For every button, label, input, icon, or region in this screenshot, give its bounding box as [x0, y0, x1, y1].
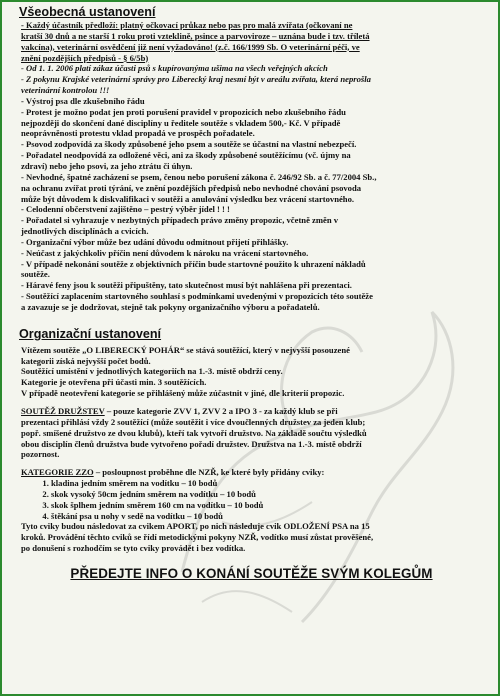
- general-provisions-heading: Všeobecná ustanovení: [19, 5, 156, 19]
- winner-line: Vítězem soutěže „O LIBERECKÝ POHÁR“ se stává soutěžící, který v nejvyšší posouzené: [21, 344, 350, 355]
- rules-block: [21, 96, 486, 313]
- ban-line: - Od 1. 1. 2006 platí zákaz účasti psů s kupírovanýma ušima na všech veřejných akcích: [21, 63, 328, 74]
- zzo-after-line: Tyto cviky budou následovat za cvikem APORT, po nich následuje cvik ODLOŽENÍ PSA na 15: [21, 521, 370, 532]
- ban-line: - Z pokynu Krajské veterinární správy pro Liberecký kraj nesmí být v areálu zvířata, která neprošla: [21, 74, 371, 85]
- team-competition-line: prezentaci přihlásí vždy 2 soutěžící (může soutěžit i více dvoučlenných družstev za jeden klub;: [21, 416, 366, 427]
- rule-line: - Protest je možno podat jen proti porušení pravidel v propozicích nebo zkušebního řádu: [21, 106, 346, 117]
- rule-line: na ochranu zvířat proti týrání, ve znění pozdějších předpisů nebo nevhodné chování psovoda: [21, 182, 362, 193]
- rule-line: jednotlivých disciplínách a cvicích.: [21, 226, 149, 237]
- rule-line: - Pořadatel neodpovídá za odložené věci, ani za škody způsobené soutěžícímu (vč. újmy na: [21, 150, 351, 161]
- zzo-exercise-item: 4. štěkání psa u nohy v sedě na vodítku – 10 bodů: [51, 511, 486, 522]
- team-competition-line: popř. smíšené družstvo ze dvou klubů), kteří tak vytvoří družstvo. Na základě součtu výsledků: [21, 427, 367, 438]
- rule-line: - Soutěžící zaplacením startovného souhlasí s podmínkami uvedenými v propozicích této soutěže: [21, 291, 373, 302]
- winner-line: Soutěžící umístění v jednotlivých kategoriích na 1.-3. místě obdrží ceny.: [21, 366, 283, 377]
- rule-line: zdraví) nebo jeho psovi, za jeho ztrátu či úhyn.: [21, 160, 193, 171]
- zzo-intro-text: – posloupnost proběhne dle NZŘ, ke které byly přidány cviky:: [93, 467, 325, 478]
- vaccination-line: kratší 30 dnů a ne starší 1 roku proti vzteklině, psince a parvoviroze – uznána bude i tzv. tříletá: [21, 30, 370, 41]
- winner-line: Kategorie je otevřena při účasti min. 3 soutěžících.: [21, 377, 207, 388]
- zzo-after-line: po donušení s rozhodčím se tyto cviky provádět i bez vodítka.: [21, 543, 246, 554]
- rule-line: - Celodenní občerstvení zajištěno – pestrý výběr jídel ! ! !: [21, 204, 230, 215]
- winner-line: kategorii získá nejvyšší počet bodů.: [21, 355, 151, 366]
- winner-line: V případě neotevření kategorie se přihlášený může zúčastnit v jiné, dle kriterií propozic.: [21, 388, 345, 399]
- team-competition-block: [21, 406, 486, 460]
- zzo-exercise-item: 1. kladina jedním směrem na vodítku – 10 bodů: [51, 478, 486, 489]
- vaccination-line: - Každý účastník předloží: platný očkovací průkaz nebo pas pro malá zvířata (očkovaní ne: [21, 20, 353, 30]
- zzo-category-block: [21, 467, 486, 554]
- ban-block: [21, 63, 486, 96]
- team-competition-line: obou disciplín členů družstva bude vytvořeno pořadí družstev. Družstva na 1.-3. místě obdrží: [21, 438, 362, 449]
- zzo-category-title: KATEGORIE ZZO: [21, 467, 94, 478]
- rule-line: - Psovod zodpovídá za škody způsobené jeho psem a soutěže se účastní na vlastní nebezpečí.: [21, 139, 357, 150]
- team-competition-line: pozornost.: [21, 449, 60, 460]
- zzo-intro-line: [21, 467, 486, 478]
- rule-line: nejpozději do skončení dané disciplíny u ředitele soutěže s vkladem 500,- Kč. V případě: [21, 117, 341, 128]
- zzo-exercise-item: 3. skok šplhem jedním směrem 160 cm na vodítku – 10 bodů: [51, 500, 486, 511]
- rule-line: - Pořadatel si vyhrazuje v nezbytných případech právo změny propozic, včetně změn v: [21, 215, 339, 226]
- vaccination-line: vakcína), veterinární osvědčení již není vyžadováno! (z.č. 166/1999 Sb. O veterinární péči, ve: [21, 41, 360, 52]
- rule-line: - Háravé feny jsou k soutěži připuštěny, tato skutečnost musí být nahlášena při prezentaci.: [21, 280, 352, 291]
- team-competition-first-line: [21, 406, 486, 417]
- winner-block: [21, 345, 486, 399]
- team-competition-title: SOUTĚŽ DRUŽSTEV: [21, 406, 105, 416]
- rule-line: - Organizační výbor může bez udání důvodu odmítnout přijetí přihlášky.: [21, 236, 289, 247]
- rule-line: - Neúčast z jakýchkoliv příčin není důvodem k nároku na vrácení startovného.: [21, 247, 309, 258]
- rule-line: a zavazuje se je dodržovat, stejně tak pokyny organizačního výboru a pořadatelů.: [21, 301, 320, 312]
- zzo-after-line: kroků. Provádění těchto cviků se řídí metodickými pokyny NZŘ, vodítko musí zůstat prověšené,: [21, 532, 374, 543]
- share-info-banner: PŘEDEJTE INFO O KONÁNÍ SOUTĚŽE SVÝM KOLEGŮM: [70, 565, 433, 581]
- ban-line: veterinární kontrolou !!!: [21, 85, 110, 96]
- rule-line: neoprávněnosti protestu vklad propadá ve prospěch pořadatele.: [21, 128, 255, 139]
- rule-line: soutěže.: [21, 269, 50, 280]
- vaccination-block: [21, 20, 486, 63]
- rule-line: - Výstroj psa dle zkušebního řádu: [21, 95, 145, 106]
- rule-line: - V případě nekonání soutěže z objektivních příčin bude startovné použito k uhrazení nákladů: [21, 258, 366, 269]
- vaccination-line: znění pozdějších předpisů - § 6/5b): [21, 52, 149, 63]
- team-competition-text: – pouze kategorie ZVV 1, ZVV 2 a IPO 3 - za každý klub se při: [104, 406, 338, 416]
- zzo-exercise-item: 2. skok vysoký 50cm jedním směrem na vodítku – 10 bodů: [51, 489, 486, 500]
- rule-line: - Nevhodné, špatné zacházení se psem, čenou nebo porušení zákona č. 246/92 Sb. a č. 77/2004 Sb.,: [21, 171, 377, 182]
- zzo-exercise-list: [21, 478, 486, 521]
- organizational-provisions-heading: Organizační ustanovení: [19, 326, 162, 341]
- rule-line: může být důvodem k diskvalifikaci v soutěži a anulování výsledku bez vrácení startovného.: [21, 193, 355, 204]
